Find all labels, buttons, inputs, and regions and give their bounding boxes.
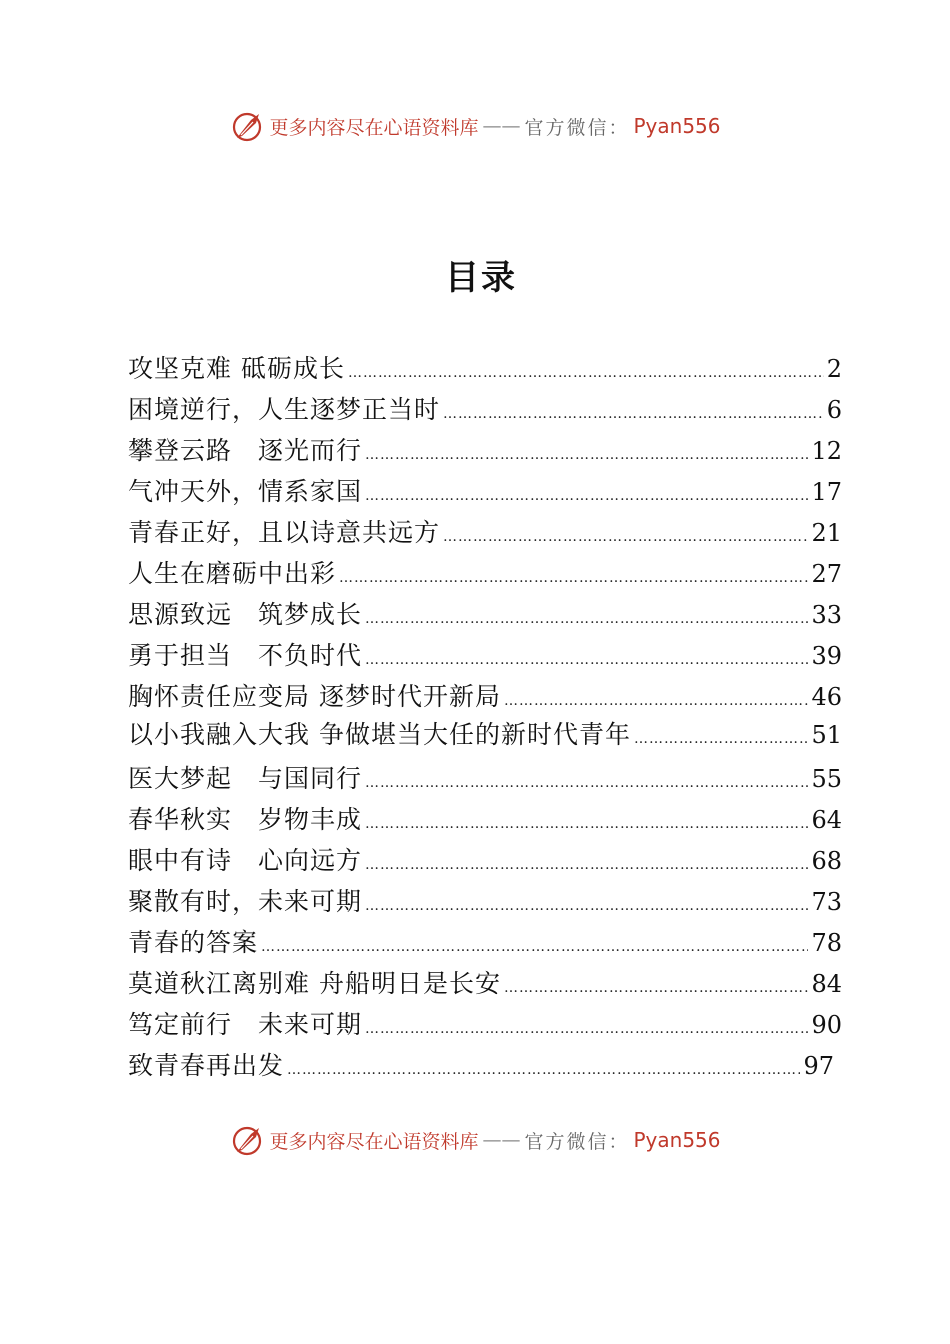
toc-entry-page-number: 64 [811, 806, 842, 834]
toc-entry-page-number: 33 [811, 601, 842, 629]
toc-entry-page-number: 55 [811, 765, 842, 793]
watermark-wechat-id: Pyan556 [633, 114, 721, 138]
watermark-footer [0, 1120, 950, 1160]
toc-entry-page-number: 78 [811, 929, 842, 957]
watermark-wechat-label: 官方微信： [524, 116, 630, 139]
watermark-header [0, 106, 950, 146]
toc-entry-page-number: 2 [826, 355, 842, 383]
toc-entry-title: 思源致远 筑梦成长 [128, 600, 363, 629]
toc-entry-page-number: 6 [826, 396, 842, 424]
toc-dot-leader [365, 804, 808, 845]
toc-entry-title: 攻坚克难 砥砺成长 [128, 354, 345, 383]
toc-entry[interactable] [128, 922, 842, 963]
toc-dot-leader [339, 558, 808, 599]
toc-dot-leader [365, 435, 808, 476]
toc-dot-leader [634, 721, 809, 757]
toc-entry-title: 以小我融入大我 争做堪当大任的新时代青年 [128, 720, 631, 749]
toc-entry-title: 青春的答案 [128, 928, 259, 957]
watermark-brand: 更多内容尽在心语资料库 [269, 1130, 479, 1153]
toc-entry[interactable] [128, 799, 842, 840]
toc-dot-leader [365, 757, 808, 809]
toc-entry[interactable] [128, 553, 842, 594]
toc-entry-page-number: 73 [811, 888, 842, 916]
toc-entry[interactable] [128, 635, 842, 676]
toc-entry[interactable] [128, 594, 842, 635]
watermark-brand: 更多内容尽在心语资料库 [269, 116, 479, 139]
toc-entry-title: 致青春再出发 [128, 1051, 285, 1080]
toc-entry-page-number: 27 [811, 560, 842, 588]
toc-entry-title: 攀登云路 逐光而行 [128, 436, 363, 465]
quill-logo-icon [229, 1122, 265, 1158]
toc-dot-leader [443, 517, 808, 558]
toc-entry-page-number: 46 [811, 683, 842, 711]
toc-entry[interactable] [128, 676, 842, 717]
toc-entry-title: 莫道秋江离别难 舟船明日是长安 [128, 969, 501, 998]
toc-entry-title: 聚散有时，未来可期 [128, 887, 363, 916]
toc-dot-leader [365, 599, 808, 640]
toc-dot-leader [365, 886, 808, 927]
watermark-wechat-label: 官方微信： [524, 1130, 630, 1153]
toc-entry-page-number: 39 [811, 642, 842, 670]
watermark-dash: —— [482, 115, 521, 137]
toc-entry[interactable] [128, 430, 842, 471]
page-title: 目录 [445, 258, 517, 298]
toc-entry-page-number: 21 [811, 519, 842, 547]
toc-entry[interactable] [128, 389, 842, 430]
toc-entry-page-number: 84 [811, 970, 842, 998]
watermark-wechat-id: Pyan556 [633, 1128, 721, 1152]
toc-entry-page-number: 51 [811, 721, 842, 749]
toc-entry-title: 气冲天外，情系家国 [128, 477, 363, 506]
toc-dot-leader [365, 640, 808, 681]
toc-entry[interactable] [128, 512, 842, 553]
toc-entry[interactable] [128, 717, 842, 753]
toc-dot-leader [261, 927, 808, 968]
toc-entry[interactable] [128, 1004, 842, 1045]
toc-entry[interactable] [128, 881, 842, 922]
toc-dot-leader [365, 1009, 808, 1050]
toc-entry[interactable] [128, 840, 842, 881]
toc-entry-title: 胸怀责任应变局 逐梦时代开新局 [128, 682, 501, 711]
toc-entry-page-number: 97 [803, 1052, 834, 1080]
watermark-dash: —— [482, 1129, 521, 1151]
toc-entry-title: 笃定前行 未来可期 [128, 1010, 363, 1039]
toc-entry-page-number: 90 [811, 1011, 842, 1039]
toc-entry-title: 眼中有诗 心向远方 [128, 846, 363, 875]
toc-dot-leader [504, 968, 809, 1009]
toc-entry[interactable] [128, 963, 842, 1004]
toc-entry[interactable] [128, 753, 842, 799]
toc-entry-title: 青春正好，且以诗意共远方 [128, 518, 441, 547]
toc-entry-page-number: 68 [811, 847, 842, 875]
toc-dot-leader [348, 353, 824, 394]
toc-entry-page-number: 17 [811, 478, 842, 506]
toc-entry[interactable] [128, 471, 842, 512]
table-of-contents [128, 348, 842, 1086]
toc-entry-title: 困境逆行，人生逐梦正当时 [128, 395, 441, 424]
quill-logo-icon [229, 108, 265, 144]
toc-entry-title: 春华秋实 岁物丰成 [128, 805, 363, 834]
toc-entry[interactable] [128, 1045, 842, 1086]
toc-entry-title: 勇于担当 不负时代 [128, 641, 363, 670]
toc-dot-leader [365, 845, 808, 886]
toc-dot-leader [287, 1050, 800, 1091]
toc-dot-leader [365, 476, 808, 517]
toc-entry-title: 医大梦起 与国同行 [128, 764, 363, 793]
toc-entry-page-number: 12 [811, 437, 842, 465]
toc-entry[interactable] [128, 348, 842, 389]
toc-dot-leader [504, 681, 809, 722]
toc-dot-leader [443, 394, 824, 435]
toc-entry-title: 人生在磨砺中出彩 [128, 559, 337, 588]
